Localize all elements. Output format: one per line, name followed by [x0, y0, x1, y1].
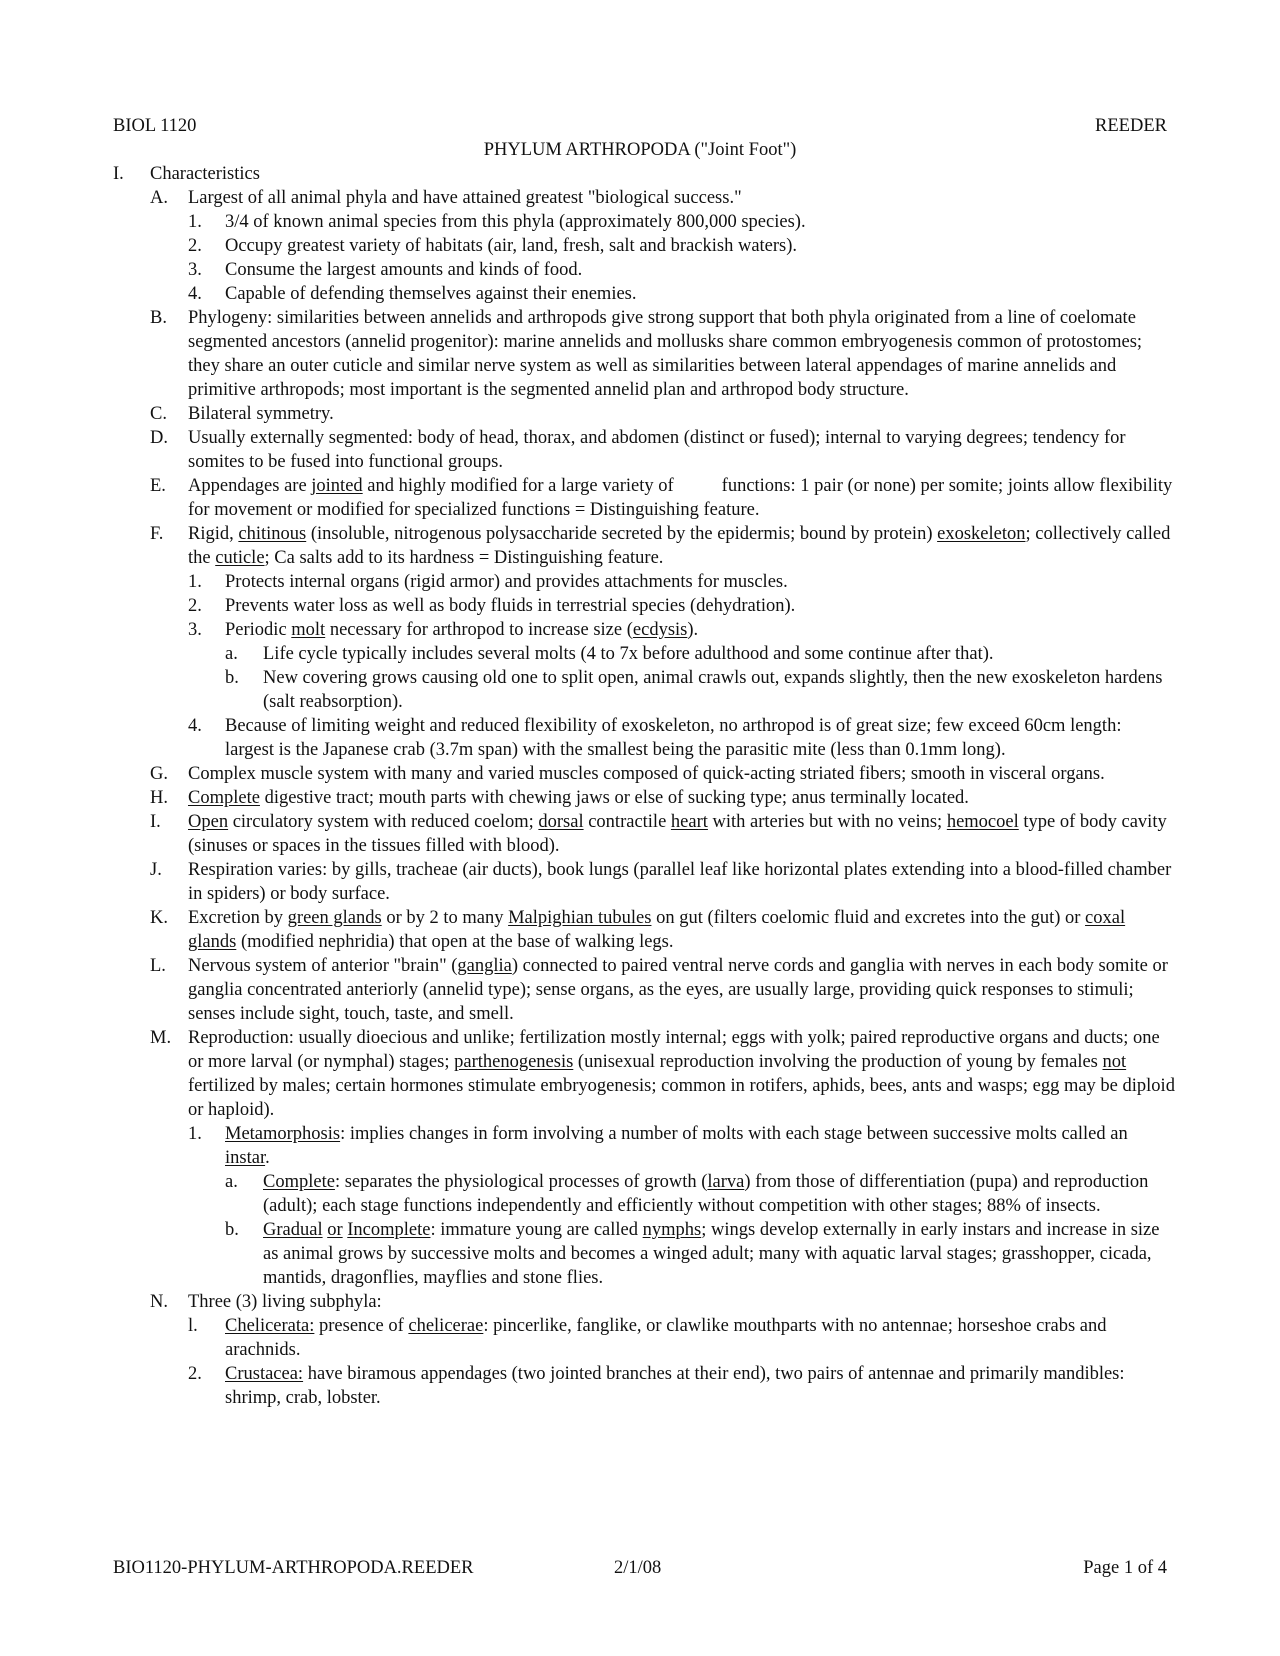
outline-item-e: [113, 474, 1175, 522]
item-text: Chelicerata: presence of chelicerae: pincerlike, fanglike, or clawlike mouthparts with no antennae; horseshoe crabs and arachnids.: [225, 1316, 1107, 1360]
underlined-term: instar: [225, 1148, 266, 1168]
document-body: [113, 162, 1175, 1410]
item-text: Usually externally segmented: body of head, thorax, and abdomen (distinct or fused); internal to varying degrees; tendency for somites to be fused into functional groups.: [188, 428, 1126, 472]
item-text: Periodic molt necessary for arthropod to increase size (ecdysis).: [225, 620, 699, 640]
item-marker: 1.: [188, 212, 202, 232]
item-marker: 2.: [188, 236, 202, 256]
underlined-term: Malpighian tubules: [508, 908, 652, 928]
item-marker: b.: [225, 1220, 239, 1240]
item-text: Crustacea: have biramous appendages (two jointed branches at their end), two pairs of antennae and primarily mandibles: shrimp, crab, lobster.: [225, 1364, 1125, 1408]
outline-item-a-3: [113, 258, 1175, 282]
outline-item-n-2: [113, 1362, 1175, 1410]
underlined-term: ganglia: [457, 956, 512, 976]
underlined-term: Open: [188, 812, 229, 832]
outline-item-m-1-b: [113, 1218, 1175, 1290]
item-text: Phylogeny: similarities between annelids and arthropods give strong support that both phyla originated from a line of coelomate segmented ancestors (annelid progenitor): marine annelids and mollusks share common embryogenesis common of protostomes; they share an outer cuticle and similar nerve system as well as similarities between lateral appendages of marine annelids and primitive arthropods; most important is the segmented annelid plan and arthropod body structure.: [188, 308, 1143, 400]
outline-item-m: [113, 1026, 1175, 1122]
item-marker: B.: [150, 308, 167, 328]
item-marker: 4.: [188, 284, 202, 304]
item-text: Appendages are jointed and highly modified for a large variety of functions: 1 pair (or none) per somite; joints allow flexibility for movement or modified for specialized functions = Distinguishing feature.: [188, 476, 1173, 520]
underlined-term: ecdysis: [632, 620, 688, 640]
item-marker: b.: [225, 668, 239, 688]
underlined-term: jointed: [311, 476, 363, 496]
outline-item-f-4: [113, 714, 1175, 762]
outline-item-a: [113, 186, 1175, 210]
underlined-term: Complete: [263, 1172, 335, 1192]
item-marker: 2.: [188, 596, 202, 616]
item-marker: 3.: [188, 260, 202, 280]
item-text: Reproduction: usually dioecious and unlike; fertilization mostly internal; eggs with yolk; paired reproductive organs and ducts; one or more larval (or nymphal) stages; parthenogenesis (unisexual reproduction involving the production of young by females not fertilized by males; certain hormones stimulate embryogenesis; common in rotifers, aphids, bees, ants and wasps; egg may be diploid or haploid).: [188, 1028, 1175, 1120]
underlined-term: heart: [670, 812, 708, 832]
item-marker: K.: [150, 908, 168, 928]
outline-item-m-1: [113, 1122, 1175, 1170]
item-marker: 4.: [188, 716, 202, 736]
footer-date: 2/1/08: [614, 1558, 662, 1578]
underlined-term: molt: [291, 620, 326, 640]
item-text: Gradual or Incomplete: immature young are called nymphs; wings develop externally in early instars and increase in size as animal grows by successive molts and becomes a winged adult; many with aquatic larval stages; grasshopper, cicada, mantids, dragonflies, mayflies and stone flies.: [263, 1220, 1160, 1288]
underlined-term: cuticle: [215, 548, 265, 568]
underlined-term: larva: [707, 1172, 745, 1192]
outline-item-i: [113, 810, 1175, 858]
outline-item-f-3-b: [113, 666, 1175, 714]
outline-item-g: [113, 762, 1175, 786]
item-text: Because of limiting weight and reduced flexibility of exoskeleton, no arthropod is of great size; few exceed 60cm length: largest is the Japanese crab (3.7m span) with the smallest being the parasitic mite (less than 0.1mm long).: [225, 716, 1122, 760]
underlined-term: Chelicerata:: [225, 1316, 315, 1336]
underlined-term: chelicerae: [408, 1316, 484, 1336]
outline-item-f-2: [113, 594, 1175, 618]
footer-filename: BIO1120-PHYLUM-ARTHROPODA.REEDER: [113, 1558, 474, 1578]
item-marker: H.: [150, 788, 168, 808]
item-marker: a.: [225, 1172, 238, 1192]
item-text: Complete digestive tract; mouth parts with chewing jaws or else of sucking type; anus terminally located.: [188, 788, 969, 808]
page-title: PHYLUM ARTHROPODA ("Joint Foot"): [483, 140, 797, 160]
outline-item-k: [113, 906, 1175, 954]
item-marker: N.: [150, 1292, 168, 1312]
outline-item-a-1: [113, 210, 1175, 234]
footer-page-number: Page 1 of 4: [1083, 1558, 1167, 1578]
underlined-term: Gradual: [263, 1220, 323, 1240]
outline-item-d: [113, 426, 1175, 474]
item-text: Open circulatory system with reduced coelom; dorsal contractile heart with arteries but with no veins; hemocoel type of body cavity (sinuses or spaces in the tissues filled with blood).: [188, 812, 1167, 856]
underlined-term: Incomplete: [347, 1220, 431, 1240]
course-code: BIOL 1120: [113, 116, 197, 136]
underlined-term: coxal: [1085, 908, 1126, 928]
item-text: Prevents water loss as well as body fluids in terrestrial species (dehydration).: [225, 596, 796, 616]
underlined-term: Metamorphosis: [225, 1124, 341, 1144]
item-text: Rigid, chitinous (insoluble, nitrogenous polysaccharide secreted by the epidermis; bound by protein) exoskeleton; collectively called the cuticle; Ca salts add to its hardness = Distinguishing feature.: [188, 524, 1171, 568]
item-text: Complete: separates the physiological processes of growth (larva) from those of differentiation (pupa) and reproduction (adult); each stage functions independently and efficiently without competition with other stages; 88% of insects.: [263, 1172, 1149, 1216]
item-marker: 2.: [188, 1364, 202, 1384]
item-text: Largest of all animal phyla and have attained greatest "biological success.": [188, 188, 742, 208]
item-text: Bilateral symmetry.: [188, 404, 334, 424]
item-text: Three (3) living subphyla:: [188, 1292, 382, 1312]
outline-item-f-1: [113, 570, 1175, 594]
section-heading: [113, 162, 1175, 186]
item-text: Consume the largest amounts and kinds of food.: [225, 260, 583, 280]
underlined-term: Complete: [188, 788, 260, 808]
underlined-term: green glands: [287, 908, 382, 928]
outline-item-n-1: [113, 1314, 1175, 1362]
item-text: Capable of defending themselves against their enemies.: [225, 284, 637, 304]
outline-item-f-3-a: [113, 642, 1175, 666]
item-marker: 1.: [188, 572, 202, 592]
item-marker: E.: [150, 476, 166, 496]
underlined-term: nymphs: [642, 1220, 702, 1240]
outline-item-b: [113, 306, 1175, 402]
item-text: Nervous system of anterior "brain" (ganglia) connected to paired ventral nerve cords and ganglia with nerves in each body somite or ganglia concentrated anteriorly (annelid type); sense organs, as the eyes, are usually large, providing quick responses to stimuli; senses include sight, touch, taste, and smell.: [188, 956, 1168, 1024]
underlined-term: exoskeleton: [937, 524, 1026, 544]
underlined-term: hemocoel: [946, 812, 1019, 832]
item-marker: D.: [150, 428, 168, 448]
outline-item-h: [113, 786, 1175, 810]
underlined-term: glands: [188, 932, 237, 952]
underlined-term: not: [1102, 1052, 1127, 1072]
underlined-term: Crustacea:: [225, 1364, 304, 1384]
outline-item-l: [113, 954, 1175, 1026]
item-text: Occupy greatest variety of habitats (air, land, fresh, salt and brackish waters).: [225, 236, 798, 256]
underlined-term: parthenogenesis: [454, 1052, 574, 1072]
item-text: Metamorphosis: implies changes in form involving a number of molts with each stage between successive molts called an instar.: [225, 1124, 1128, 1168]
item-text: Excretion by green glands or by 2 to many Malpighian tubules on gut (filters coelomic fluid and excretes into the gut) or coxal glands (modified nephridia) that open at the base of walking legs.: [188, 908, 1126, 952]
outline-item-f: [113, 522, 1175, 570]
item-text: Life cycle typically includes several molts (4 to 7x before adulthood and some continue after that).: [263, 644, 994, 664]
item-text: Protects internal organs (rigid armor) and provides attachments for muscles.: [225, 572, 788, 592]
item-marker: 1.: [188, 1124, 202, 1144]
item-marker: A.: [150, 188, 168, 208]
item-marker: l.: [188, 1316, 198, 1336]
item-marker: C.: [150, 404, 167, 424]
item-marker: F.: [150, 524, 164, 544]
author-name: REEDER: [1095, 116, 1167, 136]
item-text: New covering grows causing old one to split open, animal crawls out, expands slightly, then the new exoskeleton hardens (salt reabsorption).: [263, 668, 1163, 712]
outline-item-n: [113, 1290, 1175, 1314]
item-marker: I.: [150, 812, 161, 832]
item-marker: a.: [225, 644, 238, 664]
item-marker: M.: [150, 1028, 172, 1048]
section-marker: I.: [113, 164, 124, 184]
item-marker: L.: [150, 956, 166, 976]
outline-item-a-4: [113, 282, 1175, 306]
underlined-term: or: [327, 1220, 343, 1240]
underlined-term: chitinous: [238, 524, 307, 544]
outline-item-m-1-a: [113, 1170, 1175, 1218]
item-marker: 3.: [188, 620, 202, 640]
outline-item-f-3: [113, 618, 1175, 642]
outline-item-c: [113, 402, 1175, 426]
item-marker: G.: [150, 764, 168, 784]
item-marker: J.: [150, 860, 162, 880]
item-text: 3/4 of known animal species from this phyla (approximately 800,000 species).: [225, 212, 806, 232]
section-title: Characteristics: [150, 164, 260, 184]
outline-item-j: [113, 858, 1175, 906]
item-text: Complex muscle system with many and varied muscles composed of quick-acting striated fibers; smooth in visceral organs.: [188, 764, 1105, 784]
underlined-term: dorsal: [538, 812, 584, 832]
item-text: Respiration varies: by gills, tracheae (air ducts), book lungs (parallel leaf like horizontal plates extending into a blood-filled chamber in spiders) or body surface.: [188, 860, 1172, 904]
outline-item-a-2: [113, 234, 1175, 258]
